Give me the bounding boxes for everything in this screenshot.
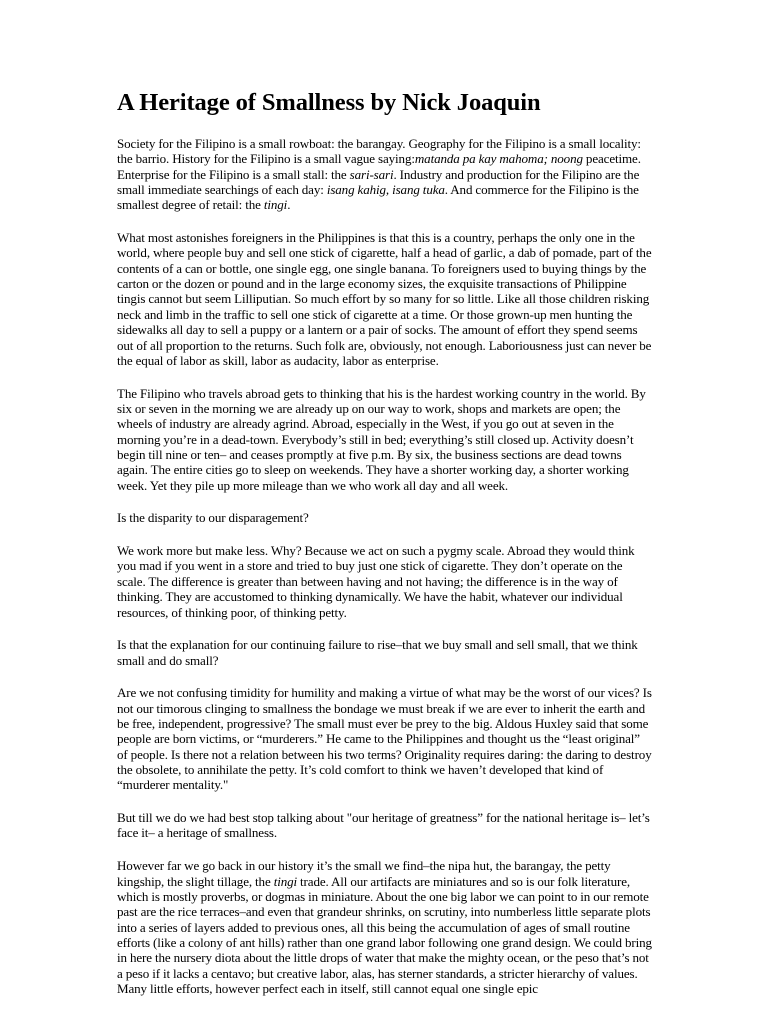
paragraph: [117, 230, 653, 368]
paragraph: [117, 637, 653, 668]
paragraph: [117, 136, 653, 213]
italic-text: sari-sari: [349, 166, 394, 182]
text-run: peacetime. Enterprise for the Filipino is a small stall: the: [117, 151, 641, 182]
text-run: Is that the explanation for our continuing failure to rise–that we buy small and sell small, that we think small and do small?: [117, 637, 638, 668]
article-body: [117, 88, 653, 1014]
text-run: .: [287, 197, 291, 213]
text-run: Is the disparity to our disparagement?: [117, 510, 309, 526]
paragraph: [117, 810, 653, 841]
paragraph: [117, 386, 653, 493]
text-run: What most astonishes foreigners in the Philippines is that this is a country, perhaps the only one in the world, where people buy and sell one stick of cigarette, half a head of garlic, a dab of pomade, part of the contents of a can or bottle, one single egg, one single banana. To foreigners used to buying things by the carton or the dozen or pound and in the large economy sizes, the exquisite transactions of Philippine tingis cannot but seem Lilliputian. So much effort by so many for so little. Like all those children risking neck and limb in the traffic to sell one stick of cigarette at a time. Or those grown-up men hunting the sidewalks all day to sell a puppy or a lantern or a pair of socks. The amount of effort they spend seems out of all proportion to the returns. Such folk are, obviously, not enough. Laboriousness just can never be the equal of labor as skill, labor as audacity, labor as enterprise.: [117, 230, 652, 368]
paragraph: [117, 685, 653, 792]
text-run: We work more but make less. Why? Because we act on such a pygmy scale. Abroad they would think you mad if you went in a store and tried to buy just one stick of cigarette. They don’t operate on the scale. The difference is greater than between having and not having; the difference is in the way of thinking. They are accustomed to thinking dynamically. We have the habit, whatever our individual resources, of thinking poor, of thinking petty.: [117, 543, 635, 620]
text-run: But till we do we had best stop talking about "our heritage of greatness” for the national heritage is– let’s face it– a heritage of smallness.: [117, 810, 650, 841]
text-run: Are we not confusing timidity for humility and making a virtue of what may be the worst of our vices? Is not our timorous clinging to smallness the bondage we must break if we are ever to inherit the earth and be free, independent, progressive? The small must ever be prey to the big. Aldous Huxley said that some people are born victims, or “murderers.” He came to the Philippines and thought us the “least original” of people. Is there not a relation between his two terms? Originality requires daring: the daring to destroy the obsolete, to annihilate the petty. It’s cold comfort to think we haven’t developed that kind of “murderer mentality.": [117, 685, 652, 793]
text-run: . Industry and production for the Filipino are the small immediate searchings of each day:: [117, 166, 640, 198]
italic-text: tingi: [273, 873, 298, 889]
paragraph: [117, 543, 653, 620]
text-run: However far we go back in our history it’s the small we find–the nipa hut, the barangay, the petty kingship, the slight tillage, the: [117, 858, 611, 889]
article-title: A Heritage of Smallness by Nick Joaquin: [117, 89, 541, 116]
text-run: trade. All our artifacts are miniatures and so is our folk literature, which is mostly proverbs, or dogmas in miniature. About the one big labor we can point to in our remote past are the rice terraces–and even that grandeur shrinks, on scrutiny, into numberless little separate plots into a series of layers added to previous ones, all this being the accumulation of ages of small routine efforts (like a colony of ant hills) rather than one grand labor following one grand design. We could bring in here the nursery diota about the little drops of water that make the mighty ocean, or the peso that’s not a peso if it lacks a centavo; but creative labor, alas, has sterner standards, a stricter hierarchy of values. Many little efforts, however perfect each in itself, still cannot equal one single epic: [117, 873, 652, 996]
text-run: The Filipino who travels abroad gets to thinking that his is the hardest working country in the world. By six or seven in the morning we are already up on our way to work, shops and markets are open; the wheels of industry are already agrind. Abroad, especially in the West, if you go out at seven in the morning you’re in a dead-town. Everybody’s still in bed; everything’s still closed up. Activity doesn’t begin till nine or ten– and ceases promptly at five p.m. By six, the business sections are dead towns again. The entire cities go to sleep on weekends. They have a shorter working day, a shorter working week. Yet they pile up more mileage than we who work all day and all week.: [117, 385, 646, 493]
paragraph: [117, 510, 653, 525]
paragraph: [117, 858, 653, 996]
italic-text: matanda pa kay mahoma; noong: [414, 151, 583, 167]
italic-text: isang kahig, isang tuka: [326, 182, 445, 198]
article-paragraphs: [117, 136, 653, 996]
text-run: . And commerce for the Filipino is the smallest degree of retail: the: [117, 182, 639, 213]
text-run: Society for the Filipino is a small rowboat: the barangay. Geography for the Filipino is a small locality: the barrio. History for the Filipino is a small vague saying:: [117, 136, 641, 167]
italic-text: tingi: [263, 197, 288, 213]
